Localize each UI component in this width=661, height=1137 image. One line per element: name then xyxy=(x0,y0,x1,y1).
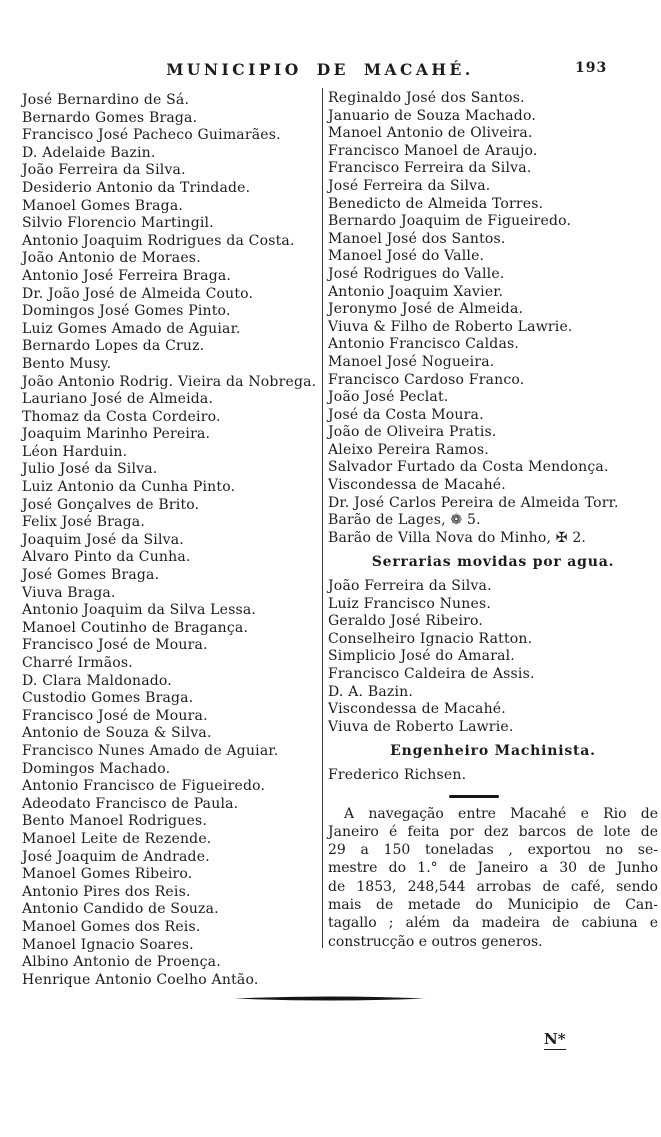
column-divider-rule xyxy=(322,88,323,948)
list-item: Bento Manoel Rodrigues. xyxy=(22,813,208,830)
list-item: Viuva & Filho de Roberto Lawrie. xyxy=(328,318,573,335)
list-item: Desiderio Antonio da Trindade. xyxy=(22,179,251,196)
list-item: Barão de Lages, ❁ 5. xyxy=(328,512,481,529)
list-item: Antonio Francisco de Figueiredo. xyxy=(22,778,266,795)
list-item: D. Adelaide Bazin. xyxy=(22,144,156,161)
paragraph-line: mais de metade do Municipio de Can- xyxy=(328,897,658,914)
list-item: Manoel José Nogueira. xyxy=(328,353,495,370)
list-item: João Ferreira da Silva. xyxy=(22,162,186,179)
list-item: Francisco Cardoso Franco. xyxy=(328,371,525,388)
list-item: José Rodrigues do Valle. xyxy=(328,265,505,282)
list-item: Viscondessa de Macahé. xyxy=(328,477,506,494)
list-item: José Bernardino de Sá. xyxy=(22,92,190,108)
serrarias-name-list xyxy=(328,578,658,736)
list-item: Dr. José Carlos Pereira de Almeida Torr. xyxy=(328,494,619,511)
list-item: Alvaro Pinto da Cunha. xyxy=(22,549,191,566)
list-item: Joaquim José da Silva. xyxy=(22,531,184,548)
list-item: Benedicto de Almeida Torres. xyxy=(328,195,544,212)
list-item: Luiz Antonio da Cunha Pinto. xyxy=(22,479,236,496)
paragraph-line: tagallo ; além da madeira de cabiuna e xyxy=(328,915,658,932)
signature-mark: N* xyxy=(544,1030,566,1048)
list-item: Custodio Gomes Braga. xyxy=(22,690,194,707)
list-item: D. A. Bazin. xyxy=(328,683,413,700)
right-column-name-list xyxy=(328,90,658,547)
list-item: Antonio José Ferreira Braga. xyxy=(22,267,232,284)
list-item: Manoel José do Valle. xyxy=(328,248,485,265)
list-item: Julio José da Silva. xyxy=(22,461,158,478)
list-item: Jeronymo José de Almeida. xyxy=(328,301,524,318)
list-item: João José Peclat. xyxy=(328,389,449,406)
paragraph-line: construcção e outros generos. xyxy=(328,933,543,950)
list-item: Francisco Manoel de Araujo. xyxy=(328,142,538,159)
list-item: José Ferreira da Silva. xyxy=(328,177,491,194)
list-item: Antonio de Souza & Silva. xyxy=(22,725,212,742)
list-item: Antonio Pires dos Reis. xyxy=(22,883,191,900)
list-item: Silvio Florencio Martingil. xyxy=(22,215,214,232)
list-item: Domingos José Gomes Pinto. xyxy=(22,303,231,320)
list-item: Albino Antonio de Proença. xyxy=(22,954,221,971)
list-item: Luiz Francisco Nunes. xyxy=(328,595,492,612)
list-item: Antonio Francisco Caldas. xyxy=(328,336,520,353)
section-heading-serrarias: Serrarias movidas por agua. xyxy=(371,554,615,571)
list-item: Francisco Ferreira da Silva. xyxy=(328,160,532,177)
paragraph-line: Janeiro é feita por dez barcos de lote de xyxy=(328,823,658,840)
list-item: João Ferreira da Silva. xyxy=(328,578,492,595)
list-item: Charré Irmãos. xyxy=(22,655,133,671)
list-item: Henrique Antonio Coelho Antão. xyxy=(22,971,259,988)
list-item: Januario de Souza Machado. xyxy=(328,107,536,124)
list-item: Viuva de Roberto Lawrie. xyxy=(328,718,514,735)
list-item: Francisco José Pacheco Guimarães. xyxy=(22,127,281,144)
page-number: 193 xyxy=(575,60,608,76)
list-item: Aleixo Pereira Ramos. xyxy=(328,441,489,458)
section-heading-engenheiro: Engenheiro Machinista. xyxy=(390,743,596,760)
list-item: Bernardo Lopes da Cruz. xyxy=(22,338,205,355)
list-item: Luiz Gomes Amado de Aguiar. xyxy=(22,320,241,337)
page-title: MUNICIPIO DE MACAHÉ. xyxy=(166,60,474,79)
list-item: Simplicio José do Amaral. xyxy=(328,648,515,665)
list-item: Salvador Furtado da Costa Mendonça. xyxy=(328,459,609,476)
list-item: Dr. João José de Almeida Couto. xyxy=(22,285,254,302)
right-column xyxy=(328,90,658,951)
list-item: José Joaquim de Andrade. xyxy=(22,848,210,865)
list-item: Antonio Joaquim Rodrigues da Costa. xyxy=(22,232,295,249)
list-item: Bento Musy. xyxy=(22,355,112,372)
list-item: Manoel José dos Santos. xyxy=(328,230,506,247)
paragraph-line: 29 a 150 toneladas , exportou no se- xyxy=(328,842,658,859)
list-item: Francisco José de Moura. xyxy=(22,707,208,724)
list-item: Léon Harduin. xyxy=(22,443,128,460)
list-item: Conselheiro Ignacio Ratton. xyxy=(328,630,533,647)
list-item: Domingos Machado. xyxy=(22,760,171,777)
list-item: Joaquim Marinho Pereira. xyxy=(22,426,211,443)
list-item: Frederico Richsen. xyxy=(328,766,467,783)
list-item: João Antonio Rodrig. Vieira da Nobrega. xyxy=(22,373,317,390)
list-item: José Gonçalves de Brito. xyxy=(22,496,200,513)
list-item: Adeodato Francisco de Paula. xyxy=(22,795,239,812)
list-item: José Gomes Braga. xyxy=(22,567,160,584)
list-item: Viscondessa de Macahé. xyxy=(328,701,506,718)
bottom-lens-rule xyxy=(235,996,425,1001)
list-item: D. Clara Maldonado. xyxy=(22,672,172,689)
navigation-note-paragraph xyxy=(328,805,658,951)
list-item: Reginaldo José dos Santos. xyxy=(328,90,525,106)
list-item: Bernardo Gomes Braga. xyxy=(22,109,198,126)
list-item: Bernardo Joaquim de Figueiredo. xyxy=(328,213,572,230)
paragraph-separator-rule xyxy=(449,795,499,798)
list-item: Manoel Ignacio Soares. xyxy=(22,936,194,953)
list-item: Thomaz da Costa Cordeiro. xyxy=(22,408,221,425)
list-item: Geraldo José Ribeiro. xyxy=(328,613,484,630)
list-item: Manoel Gomes Braga. xyxy=(22,197,184,214)
list-item: Antonio Candido de Souza. xyxy=(22,901,219,918)
list-item: Francisco José de Moura. xyxy=(22,637,208,654)
list-item: Manoel Coutinho de Bragança. xyxy=(22,619,249,636)
list-item: José da Costa Moura. xyxy=(328,406,484,423)
list-item: Manoel Gomes dos Reis. xyxy=(22,918,201,935)
list-item: Francisco Nunes Amado de Aguiar. xyxy=(22,742,279,759)
list-item: João Antonio de Moraes. xyxy=(22,250,201,267)
paragraph-line: A navegação entre Macahé e Rio de xyxy=(344,805,658,822)
list-item: João de Oliveira Pratis. xyxy=(328,424,497,441)
list-item: Felix José Braga. xyxy=(22,514,145,531)
left-column-name-list xyxy=(22,92,318,989)
engenheiro-name-list xyxy=(328,767,658,785)
paragraph-line: de 1853, 248,544 arrobas de café, sendo xyxy=(328,878,658,895)
list-item: Viuva Braga. xyxy=(22,584,116,601)
paragraph-line: mestre do 1.° de Janeiro a 30 de Junho xyxy=(328,860,658,877)
list-item: Antonio Joaquim Xavier. xyxy=(328,283,504,300)
list-item: Francisco Caldeira de Assis. xyxy=(328,666,535,682)
list-item: Manoel Antonio de Oliveira. xyxy=(328,125,533,142)
list-item: Manoel Gomes Ribeiro. xyxy=(22,866,193,883)
list-item: Lauriano José de Almeida. xyxy=(22,391,214,408)
list-item: Antonio Joaquim da Silva Lessa. xyxy=(22,602,257,619)
list-item: Barão de Villa Nova do Minho, ✠ 2. xyxy=(328,529,587,546)
list-item: Manoel Leite de Rezende. xyxy=(22,830,212,847)
